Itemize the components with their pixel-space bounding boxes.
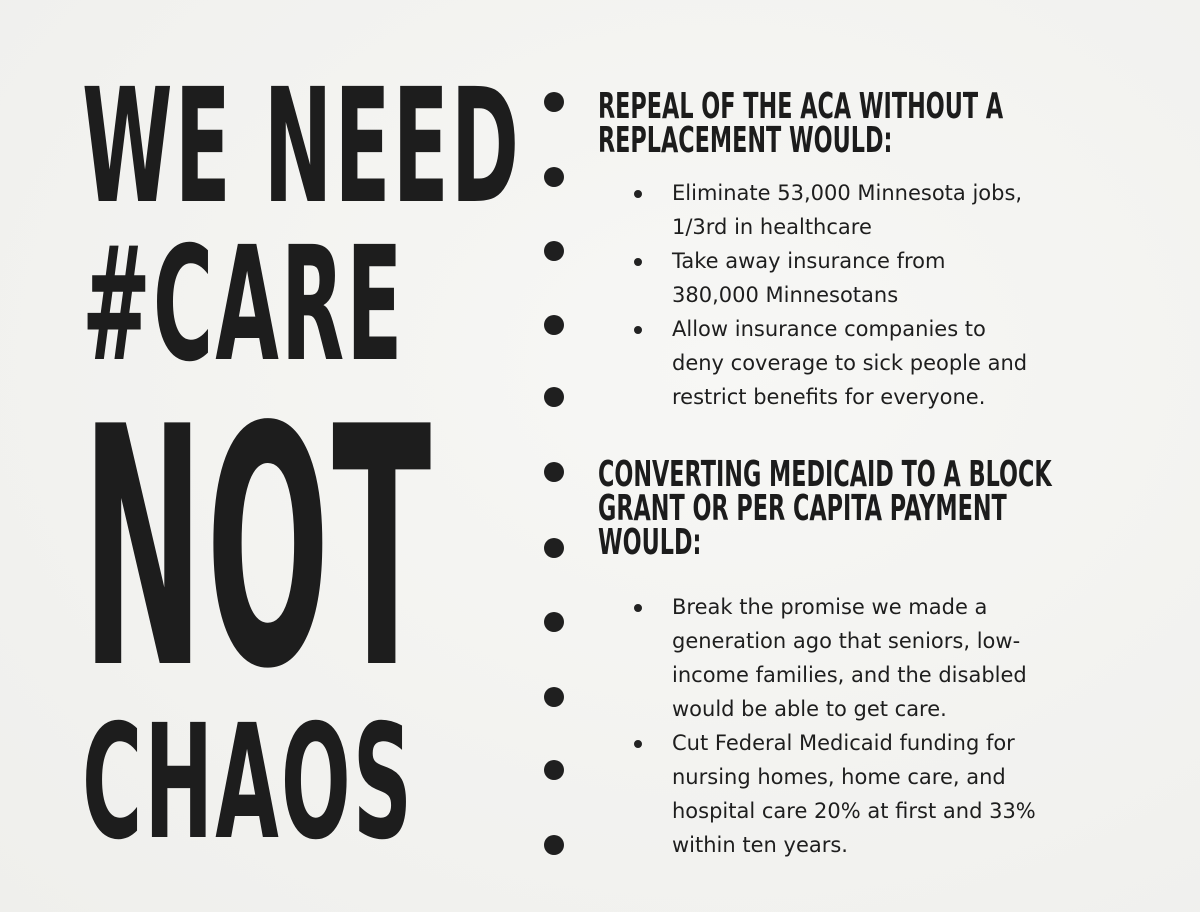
bullet-text-line: deny coverage to sick people and — [672, 351, 1028, 375]
heading-line: CONVERTING MEDICAID TO A BLOCK — [598, 454, 1052, 495]
headline-care: #CARE — [82, 213, 405, 397]
bullet-text-line: Eliminate 53,000 Minnesota jobs, — [672, 181, 1023, 205]
bullet-text-line: income families, and the disabled — [672, 663, 1027, 687]
list-item — [632, 176, 1027, 244]
bullet-icon — [634, 258, 642, 266]
headline-we-need: WE NEED — [82, 55, 522, 239]
bullet-text-line: Cut Federal Medicaid funding for — [672, 731, 1015, 755]
divider-dot — [544, 760, 564, 780]
divider-dot — [544, 538, 564, 558]
bullet-icon — [634, 190, 642, 198]
bullet-text-line: within ten years. — [672, 833, 848, 857]
divider-dot — [544, 462, 564, 482]
section-heading-medicaid — [598, 454, 1052, 563]
bullet-icon — [634, 604, 642, 612]
bullet-text-line: 1/3rd in healthcare — [672, 215, 872, 239]
divider-dot — [544, 315, 564, 335]
bullet-list-aca-repeal — [632, 176, 1027, 414]
bullet-text-line: Allow insurance companies to — [672, 317, 986, 341]
bullet-text-line: generation ago that seniors, low- — [672, 629, 1021, 653]
bullet-text-line: nursing homes, home care, and — [672, 765, 1006, 789]
headline-not: NOT — [82, 357, 434, 741]
headline-chaos: CHAOS — [82, 691, 415, 875]
list-item — [632, 312, 1027, 414]
heading-line: REPEAL OF THE ACA WITHOUT A — [598, 86, 1004, 127]
bullet-text-line: restrict benefits for everyone. — [672, 385, 986, 409]
bullet-icon — [634, 740, 642, 748]
section-heading-aca-repeal — [598, 86, 1004, 161]
divider-dot — [544, 612, 564, 632]
divider-dot — [544, 92, 564, 112]
divider-dot — [544, 241, 564, 261]
heading-line: GRANT OR PER CAPITA PAYMENT — [598, 488, 1007, 529]
bullet-list-medicaid — [632, 590, 1036, 862]
bullet-icon — [634, 326, 642, 334]
bullet-text-line: 380,000 Minnesotans — [672, 283, 899, 307]
list-item — [632, 726, 1036, 862]
bullet-text-line: Take away insurance from — [672, 249, 946, 273]
bullet-text-line: hospital care 20% at first and 33% — [672, 799, 1036, 823]
heading-line: REPLACEMENT WOULD: — [598, 120, 893, 161]
list-item — [632, 244, 1027, 312]
divider-dot — [544, 167, 564, 187]
divider-dot — [544, 687, 564, 707]
divider-dot — [544, 387, 564, 407]
divider-dot — [544, 835, 564, 855]
list-item — [632, 590, 1036, 726]
heading-line: WOULD: — [598, 522, 702, 563]
bullet-text-line: Break the promise we made a — [672, 595, 988, 619]
bullet-text-line: would be able to get care. — [672, 697, 947, 721]
